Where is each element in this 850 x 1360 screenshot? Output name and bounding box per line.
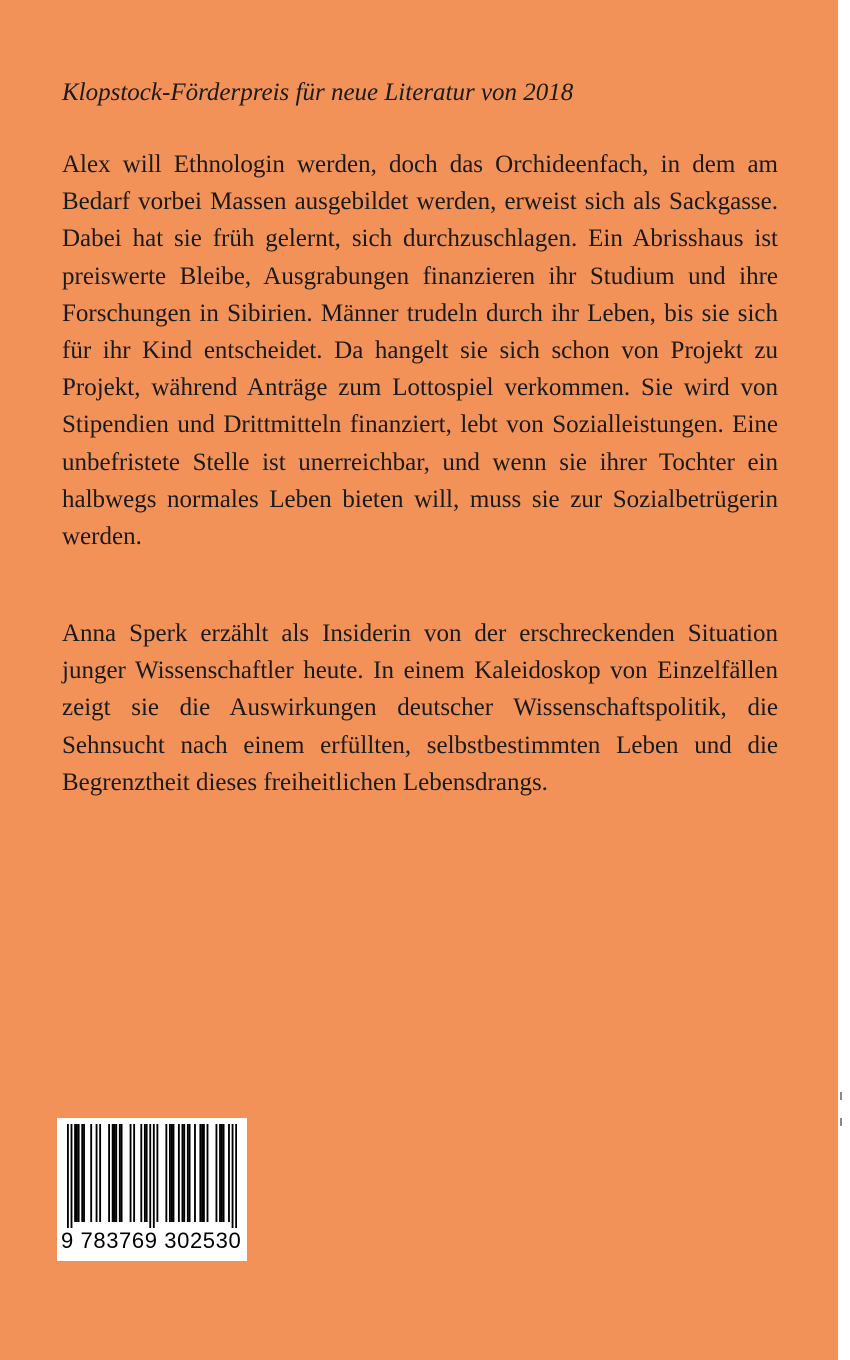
barcode-bar xyxy=(146,1124,148,1222)
barcode-bar xyxy=(115,1124,117,1222)
barcode-bar xyxy=(74,1124,76,1222)
barcode-bar xyxy=(96,1124,98,1222)
barcode-bar xyxy=(81,1124,83,1222)
barcode-bar xyxy=(216,1124,218,1222)
barcode-bar xyxy=(119,1124,121,1222)
barcode-bar xyxy=(121,1124,123,1222)
barcode-bar xyxy=(130,1124,132,1222)
isbn-barcode xyxy=(57,1118,247,1261)
barcode-bar xyxy=(187,1124,189,1222)
edge-mark xyxy=(840,1118,842,1126)
barcode-bar xyxy=(78,1124,80,1222)
barcode-bar xyxy=(171,1124,173,1222)
barcode-digits: 9 783769 302530 xyxy=(61,1228,242,1253)
barcode-bar xyxy=(165,1124,167,1222)
blurb-paragraph-1: Alex will Ethnologin werden, doch das Orchideenfach, in dem am Bedarf vorbei Massen ausgebildet werden, erweist sich als Sackgasse. Dabei hat sie früh gelernt, sich durchzuschlagen. Ein Abrisshaus ist preiswerte Bleibe, Ausgrabungen finanzieren ihr Studium und ihre Forschungen in Sibirien. Männer trudeln durch ihr Leben, bis sie sich für ihr Kind entscheidet. Da hangelt sie sich schon von Projekt zu Projekt, während Anträge zum Lottospiel verkommen. Sie wird von Stipendien und Drittmitteln finanziert, lebt von Sozialleistungen. Eine unbefristete Stelle ist unerreichbar, und wenn sie ihrer Tochter ein halbwegs normales Leben bieten will, muss sie zur Sozialbetrügerin werden. xyxy=(62,151,778,551)
barcode-bar xyxy=(99,1124,101,1222)
barcode-bar xyxy=(133,1124,135,1222)
barcode-bar xyxy=(189,1124,191,1222)
barcode-bars xyxy=(67,1124,237,1228)
barcode-bar xyxy=(223,1124,225,1222)
barcode-bar xyxy=(149,1124,151,1228)
barcode-bar xyxy=(203,1124,205,1222)
barcode-bar xyxy=(232,1124,234,1228)
barcode-bar xyxy=(140,1124,142,1222)
barcode-bar xyxy=(207,1124,209,1222)
barcode-bar xyxy=(153,1124,155,1228)
barcode-bar xyxy=(83,1124,85,1222)
barcode-bar xyxy=(201,1124,203,1222)
barcode-bar xyxy=(221,1124,223,1222)
edge-mark xyxy=(840,1092,842,1100)
barcode-bar xyxy=(67,1124,69,1228)
barcode-bar xyxy=(199,1124,201,1222)
page-edge xyxy=(838,0,850,1360)
barcode-bar xyxy=(182,1124,184,1222)
blurb-paragraph-2: Anna Sperk erzählt als Insiderin von der erschreckenden Situation junger Wissenschaftler heute. In einem Kaleidoskop von Einzelfällen zeigt sie die Auswirkungen deutscher Wissenschaftspolitik, die Sehnsucht nach einem erfüllten, selbstbestimmten Leben und die Begrenztheit dieses freiheitlichen Lebensdrangs. xyxy=(62,620,778,796)
barcode-bar xyxy=(183,1124,185,1222)
barcode-bar xyxy=(228,1124,230,1222)
barcode-bar xyxy=(178,1124,180,1222)
barcode-bar xyxy=(114,1124,116,1222)
barcode-bar xyxy=(71,1124,73,1228)
barcode-bar xyxy=(108,1124,110,1222)
barcode-bar xyxy=(235,1124,237,1228)
barcode-bar xyxy=(169,1124,171,1222)
barcode-bar xyxy=(173,1124,175,1222)
barcode-bar xyxy=(194,1124,196,1222)
barcode-bar xyxy=(219,1124,221,1222)
barcode-bar xyxy=(90,1124,92,1222)
award-tagline: Klopstock-Förderpreis für neue Literatur von 2018 xyxy=(62,79,574,106)
barcode-bar xyxy=(144,1124,146,1222)
barcode-bar xyxy=(76,1124,78,1222)
barcode-bar xyxy=(112,1124,114,1222)
barcode-bar xyxy=(156,1124,158,1222)
